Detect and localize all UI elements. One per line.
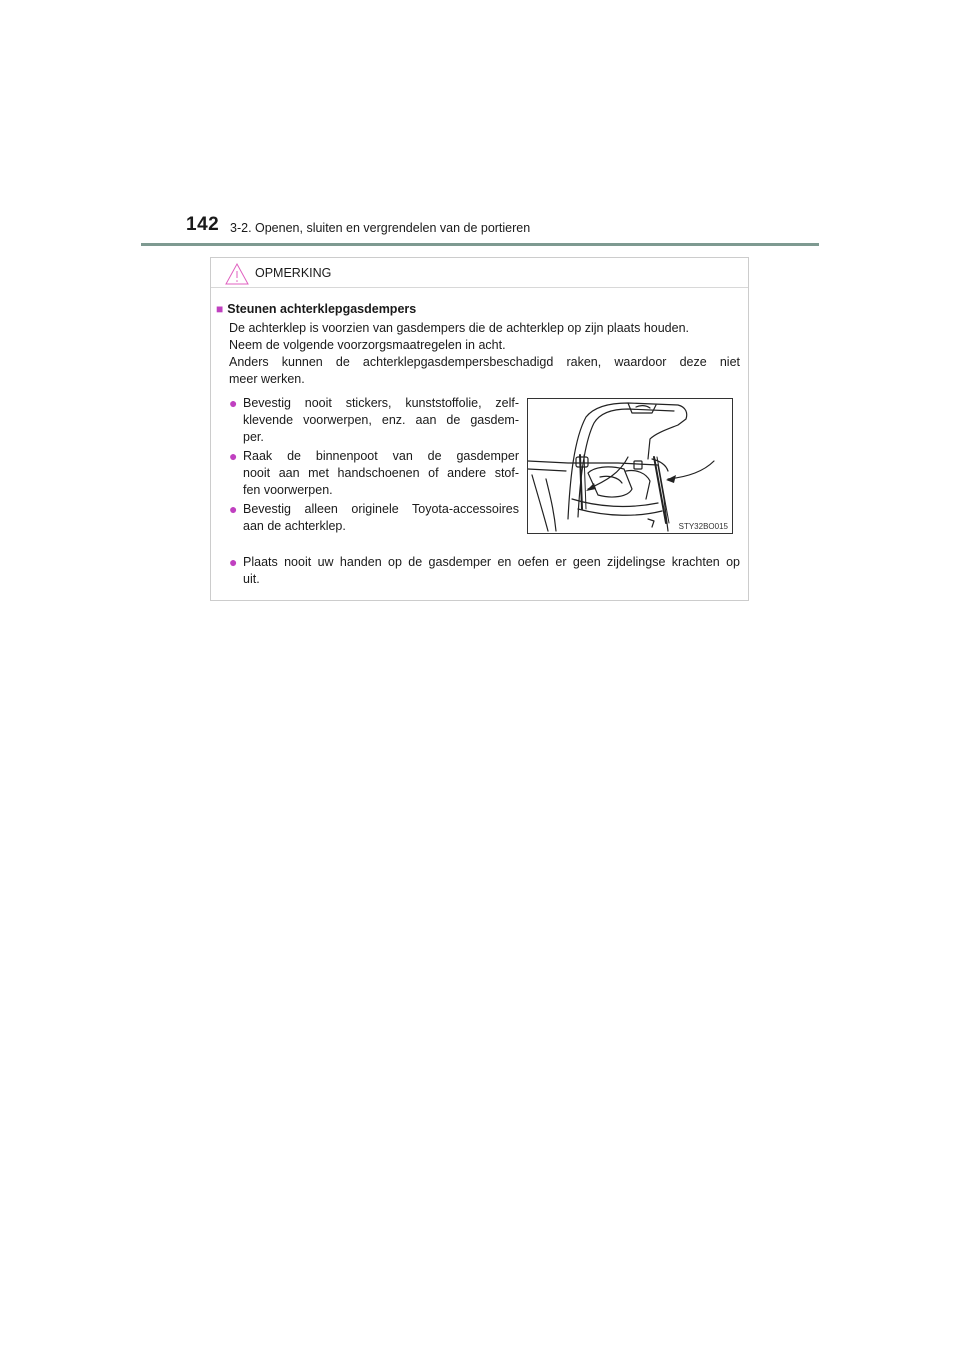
bullet-dot-icon: ● [229,501,238,517]
bullet-dot-icon: ● [229,395,238,411]
chapter-title: 3-2. Openen, sluiten en vergrendelen van de portieren [230,221,531,235]
bullet-dot-icon: ● [229,554,238,570]
section-title: Steunen achterklepgasdempers [227,302,417,316]
bullet-text: Plaats nooit uw handen op de gasdemper en oefen er geen zijdelingse krachten op uit. [243,555,740,586]
page-number: 142 [186,214,220,235]
intro-line: meer werken. [229,372,305,386]
intro-line: Anders kunnen de achterklepgasdempersbeschadigd raken, waardoor deze niet [229,355,740,369]
intro-line: Neem de volgende voorzorgsmaatregelen in acht. [229,338,506,352]
bullet-text: Bevestig nooit stickers, kunststoffolie, zelf- klevende voorwerpen, enz. aan de gasdem- per. [243,396,519,444]
bullet-text: Bevestig alleen originele Toyota-accessoires aan de achterklep. [243,502,519,533]
notice-header [211,258,748,288]
bullet-text: Raak de binnenpoot van de gasdemper nooit aan met handschoenen of andere stof- fen voorwerpen. [243,449,519,497]
notice-box [210,257,749,601]
bullet-dot-icon: ● [229,448,238,464]
warning-triangle-icon [224,262,250,286]
intro-paragraph [229,320,740,388]
tailgate-figure [527,398,733,534]
intro-line: De achterklep is voorzien van gasdempers die de achterklep op zijn plaats houden. [229,321,689,335]
notice-title: OPMERKING [255,266,332,280]
tailgate-illustration [528,399,732,533]
figure-code: STY32BO015 [678,522,728,531]
square-marker-icon: ■ [216,302,224,316]
header-rule [141,243,819,246]
section-heading [216,302,416,316]
